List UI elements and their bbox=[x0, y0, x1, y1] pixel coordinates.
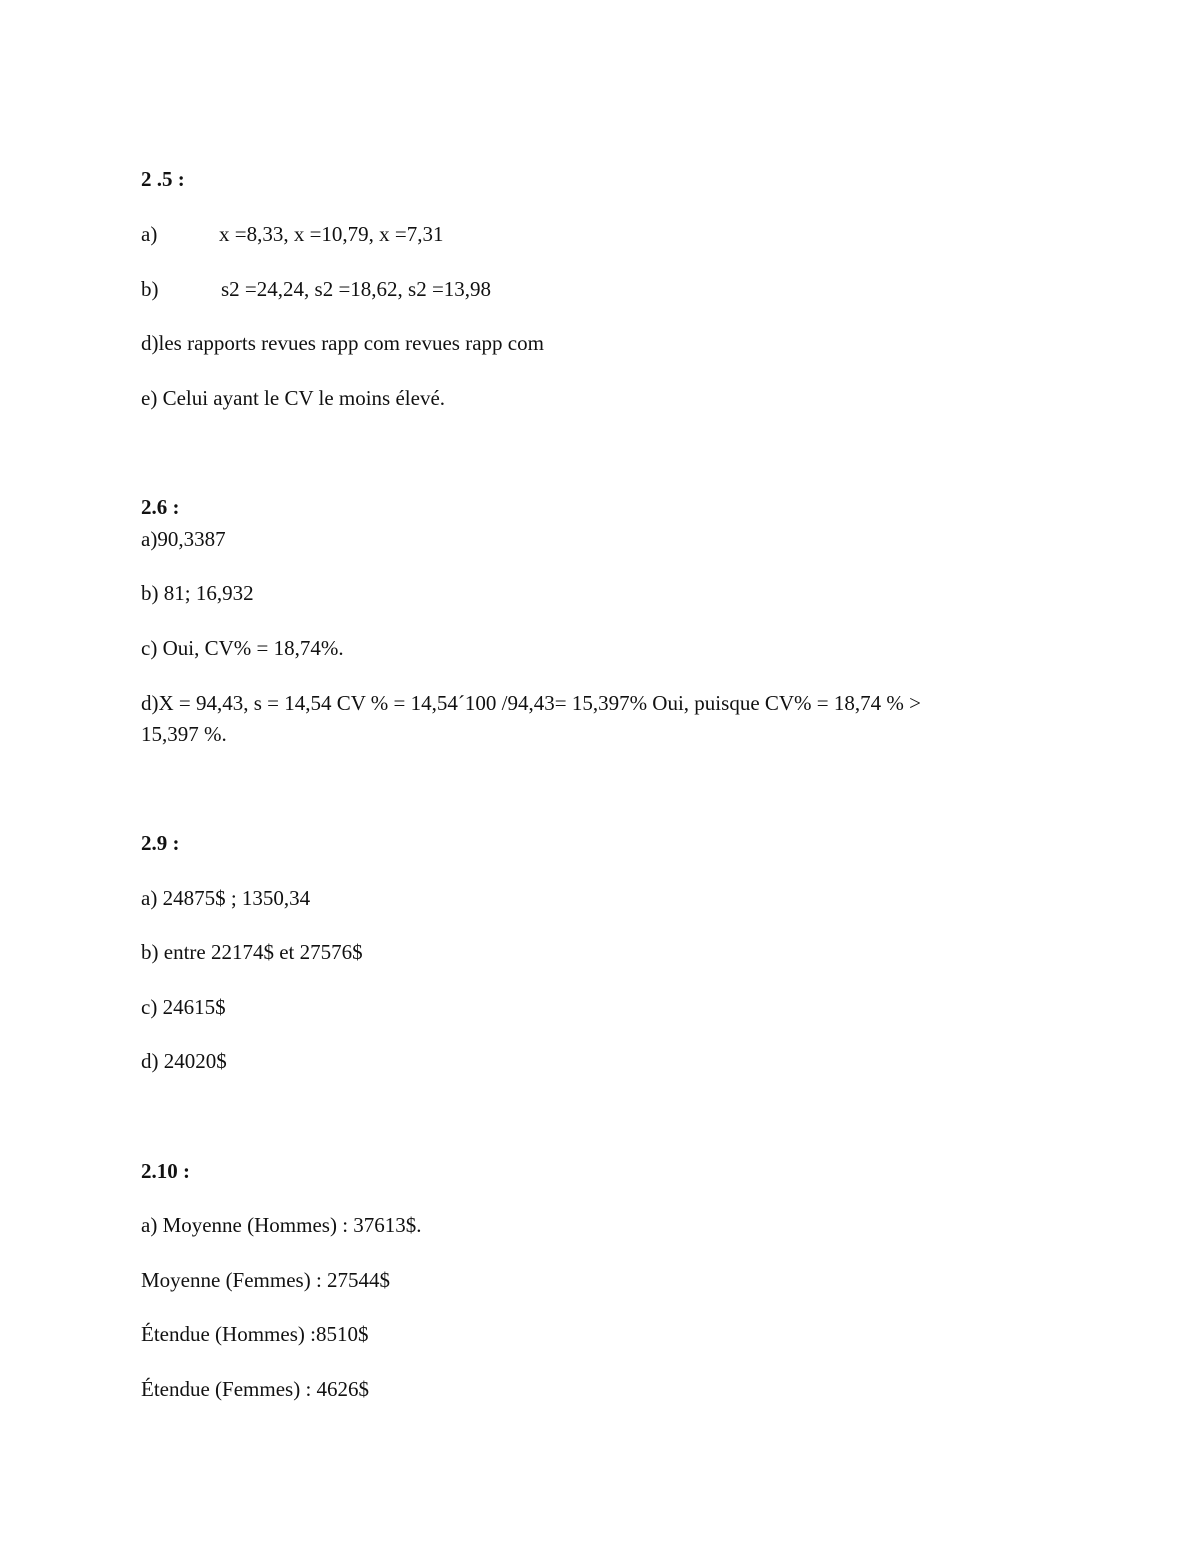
answer-2-5-b bbox=[141, 274, 491, 304]
answer-2-10-line-2: Moyenne (Femmes) : 27544$ bbox=[141, 1268, 391, 1292]
answer-label: b) bbox=[141, 277, 159, 301]
answer-2-5-e: e) Celui ayant le CV le moins élevé. bbox=[141, 386, 446, 410]
answer-2-10-a: a) Moyenne (Hommes) : 37613$. bbox=[141, 1213, 422, 1237]
answer-2-9-a: a) 24875$ ; 1350,34 bbox=[141, 886, 311, 910]
section-heading-2-5: 2 .5 : bbox=[141, 167, 185, 191]
answer-2-6-b: b) 81; 16,932 bbox=[141, 581, 254, 605]
section-heading-2-9: 2.9 : bbox=[141, 831, 180, 855]
answer-2-6-d-line-1: d)X = 94,43, s = 14,54 CV % = 14,54´100 /94,43= 15,397% Oui, puisque CV% = 18,74 % > bbox=[141, 691, 921, 715]
answer-2-10-line-4: Étendue (Femmes) : 4626$ bbox=[141, 1377, 370, 1401]
answer-text: s2 =24,24, s2 =18,62, s2 =13,98 bbox=[221, 277, 492, 301]
answer-text: x =8,33, x =10,79, x =7,31 bbox=[219, 222, 444, 246]
section-heading-2-6: 2.6 : bbox=[141, 495, 180, 519]
answer-2-6-d-line-2: 15,397 %. bbox=[141, 722, 227, 746]
answer-label: a) bbox=[141, 222, 158, 246]
answer-2-9-b: b) entre 22174$ et 27576$ bbox=[141, 940, 363, 964]
answer-2-10-line-3: Étendue (Hommes) :8510$ bbox=[141, 1322, 369, 1346]
answer-2-9-c: c) 24615$ bbox=[141, 995, 226, 1019]
answer-2-6-c: c) Oui, CV% = 18,74%. bbox=[141, 636, 344, 660]
answer-2-9-d: d) 24020$ bbox=[141, 1049, 227, 1073]
answer-2-6-a: a)90,3387 bbox=[141, 527, 226, 551]
answer-2-5-d: d)les rapports revues rapp com revues rapp com bbox=[141, 331, 544, 355]
answer-2-5-a bbox=[141, 219, 444, 249]
section-heading-2-10: 2.10 : bbox=[141, 1159, 190, 1183]
